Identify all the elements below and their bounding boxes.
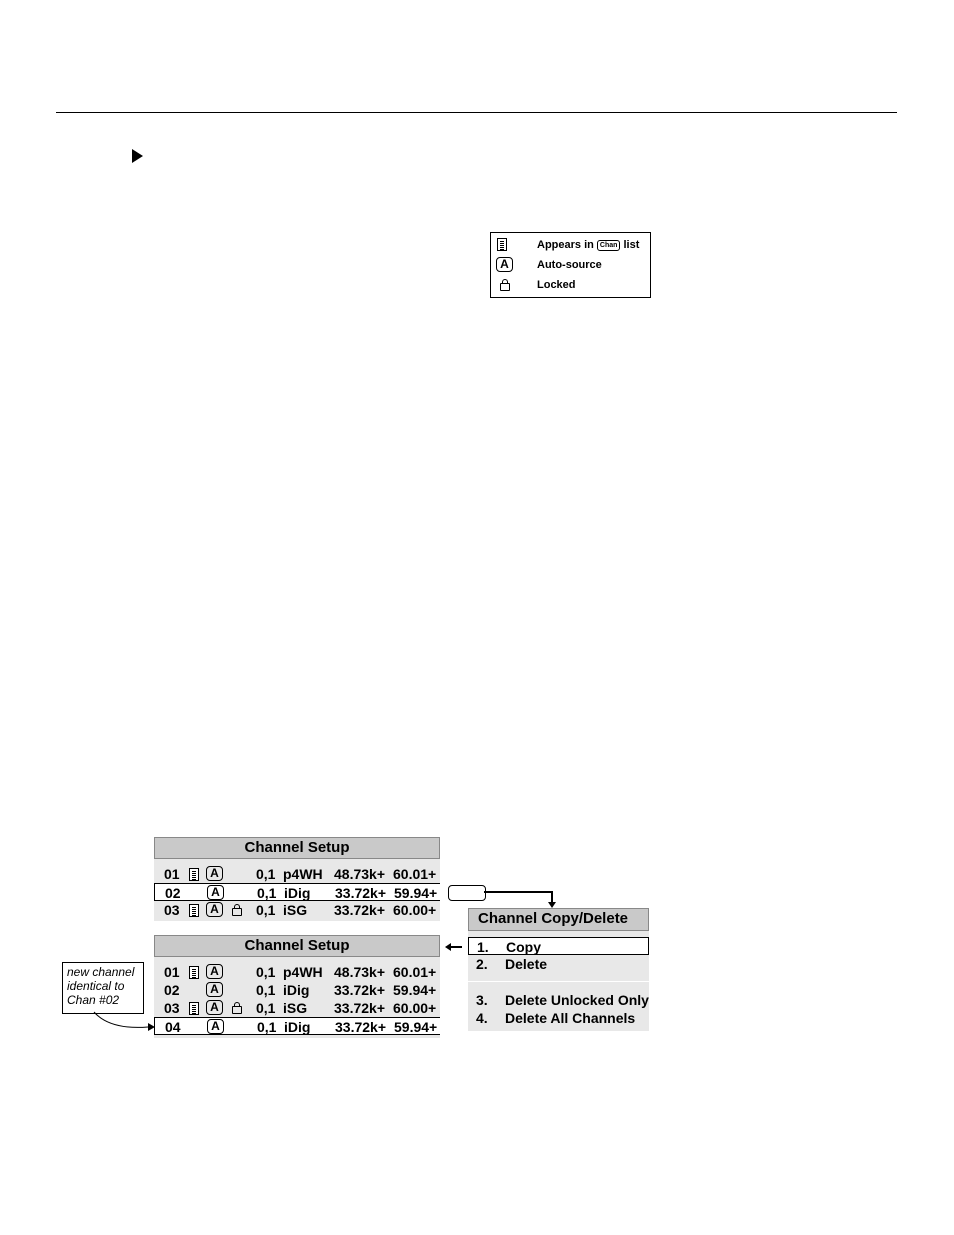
legend-item-auto [491,256,650,276]
menu-title: Channel Setup [154,935,440,957]
auto-source-icon: A [496,257,513,272]
legend-item-locked [491,276,650,296]
list-icon [189,1002,199,1015]
remote-key-button[interactable] [448,885,486,901]
channel-hfreq: 33.72k+ [334,982,385,998]
channel-name: iSG [283,902,308,918]
channel-setup-menu-before [154,837,440,921]
channel-row[interactable] [154,1017,440,1035]
auto-source-icon: A [207,1019,224,1034]
callout-note [62,962,144,1014]
channel-vfreq: 60.00+ [393,1000,437,1016]
channel-num: 02 [164,982,180,998]
return-arrow [444,941,464,953]
play-arrow-icon [132,149,143,163]
channel-num: 03 [164,1000,180,1016]
legend-label-locked: Locked [537,279,576,291]
channel-input: 0,1 [256,964,276,980]
list-icon [189,966,199,979]
menu-divider [468,981,649,982]
channel-row[interactable] [154,999,440,1017]
channel-hfreq: 33.72k+ [335,1019,386,1035]
channel-hfreq: 33.72k+ [334,902,385,918]
channel-name: iSG [283,1000,308,1016]
channel-name: iDig [284,885,311,901]
channel-hfreq: 48.73k+ [334,964,385,980]
legend-label-list: Appears in Chan list [537,239,640,251]
channel-name: p4WH [283,866,323,882]
channel-name: iDig [283,982,310,998]
callout-line: identical to [67,979,125,993]
lock-icon [500,283,510,291]
channel-num: 01 [164,964,180,980]
channel-vfreq: 59.94+ [394,1019,438,1035]
list-icon [189,868,199,881]
channel-input: 0,1 [256,902,276,918]
channel-hfreq: 33.72k+ [335,885,386,901]
auto-source-icon: A [206,982,223,997]
channel-copy-delete-menu [468,908,649,1031]
channel-vfreq: 59.94+ [393,982,437,998]
list-icon [497,238,507,251]
channel-num: 03 [164,902,180,918]
channel-num: 02 [165,885,181,901]
channel-row[interactable] [154,865,440,883]
channel-name: p4WH [283,964,323,980]
menu-title: Channel Copy/Delete [468,908,649,931]
callout-line: Chan #02 [67,993,120,1007]
channel-setup-menu-after [154,935,440,1038]
auto-source-icon: A [206,866,223,881]
channel-hfreq: 33.72k+ [334,1000,385,1016]
connector-arrow [484,886,564,910]
legend-item-list [491,236,650,256]
callout-pointer-arrow [90,1010,160,1034]
channel-num: 04 [165,1019,181,1035]
channel-row[interactable] [154,981,440,999]
channel-vfreq: 60.01+ [393,866,437,882]
channel-vfreq: 60.01+ [393,964,437,980]
lock-icon [232,908,242,916]
channel-row[interactable] [154,901,440,919]
channel-input: 0,1 [257,885,277,901]
channel-row[interactable] [154,883,440,901]
menu-item-delete-unlocked[interactable]: 3. Delete Unlocked Only [476,992,649,1008]
auto-source-icon: A [207,885,224,900]
channel-row[interactable] [154,963,440,981]
channel-hfreq: 48.73k+ [334,866,385,882]
menu-item-delete[interactable]: 2. Delete [476,956,548,972]
auto-source-icon: A [206,964,223,979]
menu-item-delete-all[interactable]: 4. Delete All Channels [476,1010,636,1026]
list-icon [189,904,199,917]
channel-input: 0,1 [256,1000,276,1016]
channel-num: 01 [164,866,180,882]
channel-name: iDig [284,1019,311,1035]
channel-input: 0,1 [256,982,276,998]
callout-line: new channel [67,965,135,979]
channel-input: 0,1 [257,1019,277,1035]
auto-source-icon: A [206,902,223,917]
lock-icon [232,1006,242,1014]
legend-label-auto: Auto-source [537,259,602,271]
auto-source-icon: A [206,1000,223,1015]
chan-key-icon: Chan [597,240,621,251]
menu-item-copy[interactable]: 1. Copy [468,937,649,955]
channel-vfreq: 59.94+ [394,885,438,901]
icon-legend [490,232,651,298]
menu-title: Channel Setup [154,837,440,859]
channel-vfreq: 60.00+ [393,902,437,918]
channel-input: 0,1 [256,866,276,882]
header-rule [56,112,897,113]
